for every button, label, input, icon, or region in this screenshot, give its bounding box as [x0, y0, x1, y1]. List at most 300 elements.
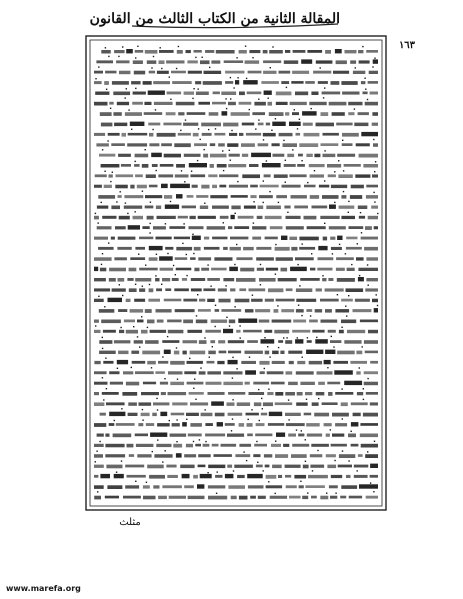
ink-word [184, 154, 201, 157]
ink-word [304, 133, 320, 137]
ink-word [182, 278, 187, 281]
ink-word [353, 413, 361, 417]
ink-word [293, 320, 306, 323]
ink-dot [263, 180, 264, 181]
ink-word [307, 226, 326, 229]
ink-word [253, 382, 269, 385]
ink-dot [121, 408, 122, 409]
ink-word [111, 143, 125, 146]
ink-word [237, 402, 250, 406]
ink-dot [176, 441, 177, 442]
ink-word [358, 206, 368, 210]
ink-word [94, 299, 104, 302]
ink-word [157, 320, 164, 323]
ink-word [190, 351, 206, 355]
ink-word [311, 444, 329, 447]
ink-word [358, 268, 378, 271]
ink-dot [269, 356, 270, 357]
ink-word [311, 92, 318, 96]
ink-dot [312, 470, 313, 471]
ink-dot [323, 97, 324, 98]
ink-dot [370, 482, 371, 483]
ink-dot [125, 97, 126, 98]
ink-word [366, 496, 378, 499]
ink-word [228, 102, 236, 105]
ink-word [114, 257, 127, 260]
ink-word [246, 133, 261, 136]
ink-word [250, 496, 256, 499]
manuscript-line [94, 470, 378, 478]
ink-word [231, 195, 248, 198]
ink-word [164, 350, 171, 354]
ink-word [267, 371, 284, 374]
ink-word [223, 382, 242, 385]
ink-dot [338, 160, 339, 161]
ink-word [104, 185, 112, 188]
ink-word [130, 185, 134, 189]
ink-dot [142, 286, 143, 287]
ink-dot [135, 161, 136, 162]
ink-dot [139, 346, 140, 347]
ink-dot [360, 212, 361, 213]
ink-word [150, 330, 167, 333]
ink-word [299, 237, 318, 241]
ink-word [122, 133, 127, 137]
ink-word [289, 122, 301, 126]
ink-word [217, 422, 223, 426]
ink-word [361, 132, 378, 136]
ink-dot [169, 420, 170, 421]
ink-dot [374, 58, 375, 59]
ink-word [331, 185, 347, 188]
ink-word [156, 444, 171, 447]
ink-word [188, 496, 205, 499]
ink-word [183, 351, 187, 355]
ink-dot [283, 140, 284, 141]
ink-word [187, 361, 203, 364]
ink-word [126, 299, 131, 302]
ink-word [296, 309, 304, 312]
ink-word [145, 340, 159, 344]
manuscript-line [99, 305, 378, 313]
ink-word [365, 226, 372, 230]
ink-word [194, 268, 199, 272]
ink-word [211, 401, 224, 405]
ink-word [355, 299, 370, 302]
ink-word [94, 185, 102, 188]
ink-word [217, 164, 227, 168]
ink-word [161, 184, 168, 188]
ink-dot [208, 129, 209, 130]
ink-word [353, 71, 365, 74]
ink-word [281, 309, 294, 312]
ink-dot [266, 160, 267, 161]
ink-word [94, 392, 99, 395]
ink-dot [334, 171, 335, 172]
ink-word [142, 226, 149, 229]
ink-word [225, 71, 244, 74]
ink-word [144, 102, 151, 105]
ink-word [364, 382, 378, 386]
ink-word [109, 371, 119, 374]
ink-word [342, 143, 353, 146]
ink-word [368, 216, 378, 220]
ink-word [333, 361, 348, 364]
ink-word [116, 60, 129, 63]
ink-dot [180, 130, 181, 131]
ink-word [98, 195, 115, 199]
ink-word [350, 195, 362, 199]
ink-word [329, 102, 347, 106]
ink-word [154, 102, 173, 105]
ink-dot [104, 171, 105, 172]
ink-dot [229, 150, 230, 151]
ink-word [285, 413, 301, 416]
ink-word [134, 71, 145, 75]
ink-word [280, 351, 284, 354]
ink-word [211, 320, 227, 323]
ink-word [100, 112, 112, 116]
ink-word [127, 444, 134, 448]
ink-dot [260, 264, 261, 265]
ink-word [341, 216, 355, 219]
ink-word [322, 195, 339, 199]
ink-dot [334, 460, 335, 461]
ink-word [366, 50, 378, 53]
ink-word [274, 309, 279, 313]
ink-word [374, 226, 378, 229]
ink-word [275, 392, 283, 396]
ink-word [360, 434, 378, 438]
ink-word [242, 123, 254, 126]
ink-word [324, 423, 332, 426]
ink-word [263, 133, 276, 137]
ink-word [272, 320, 292, 323]
ink-word [328, 174, 336, 177]
ink-word [94, 81, 102, 84]
ink-word [348, 112, 354, 115]
ink-word [256, 423, 265, 426]
manuscript-line [94, 388, 378, 396]
ink-dot [165, 450, 166, 451]
ink-dot [205, 441, 206, 442]
ink-dot [365, 89, 366, 90]
ink-word [299, 247, 315, 250]
ink-dot [357, 243, 358, 244]
ink-word [118, 154, 131, 157]
ink-word [160, 268, 174, 271]
ink-word [269, 50, 283, 54]
ink-word [130, 309, 144, 313]
ink-word [204, 71, 222, 74]
manuscript-line [94, 398, 378, 406]
ink-word [366, 392, 378, 395]
ink-dot [239, 325, 240, 326]
ink-word [190, 402, 208, 405]
ink-word [265, 299, 274, 302]
ink-dot [165, 223, 166, 224]
ink-word [145, 309, 152, 313]
ink-dot [108, 242, 109, 243]
ink-word [373, 59, 378, 63]
ink-word [114, 474, 124, 478]
ink-word [322, 278, 326, 281]
ink-dot [156, 398, 157, 399]
ink-dot [112, 172, 113, 173]
ink-dot [173, 265, 174, 266]
ink-word [315, 309, 322, 312]
ink-word [133, 60, 143, 64]
ink-word [236, 257, 252, 260]
ink-dot [102, 253, 103, 254]
ink-word [133, 92, 146, 95]
ink-word [364, 371, 378, 374]
ink-dot [186, 275, 187, 276]
ink-word [180, 465, 194, 469]
ink-word [201, 185, 209, 189]
ink-dot [286, 337, 287, 338]
ink-word [285, 465, 301, 468]
manuscript-line [99, 336, 378, 344]
ink-dot [181, 170, 182, 171]
ink-word [160, 382, 168, 385]
ink-dot [307, 182, 308, 183]
ink-word [208, 496, 227, 500]
ink-word [94, 465, 104, 468]
ink-word [338, 174, 352, 178]
ink-dot [351, 431, 352, 432]
ink-dot [245, 46, 246, 47]
ink-word [229, 320, 235, 324]
ink-word [304, 413, 312, 416]
ink-word [218, 288, 227, 291]
ink-word [247, 340, 258, 343]
ink-dot [372, 66, 373, 67]
ink-word [331, 475, 342, 478]
ink-word [366, 278, 378, 281]
ink-word [223, 371, 242, 374]
ink-word [347, 268, 355, 271]
ink-dot [362, 46, 363, 47]
ink-dot [119, 284, 120, 285]
ink-word [117, 360, 128, 364]
ink-word [289, 496, 301, 499]
ink-word [327, 382, 340, 385]
ink-word [200, 60, 210, 64]
ink-word [206, 382, 222, 385]
ink-word [94, 288, 110, 291]
ink-word [94, 382, 108, 385]
ink-word [142, 164, 149, 168]
ink-dot [95, 213, 96, 214]
ink-word [168, 392, 187, 395]
ink-word [127, 143, 147, 146]
ink-word [94, 71, 103, 74]
ink-word [344, 164, 361, 167]
ink-word [153, 485, 159, 488]
ink-word [149, 288, 154, 292]
ink-word [259, 361, 269, 365]
ink-dot [175, 274, 176, 275]
manuscript-line [94, 418, 378, 427]
ink-word [147, 465, 164, 469]
ink-word [341, 195, 346, 199]
catchword: مثلث [119, 517, 141, 528]
ink-word [254, 102, 266, 106]
ink-dot [194, 379, 195, 380]
ink-dot [155, 109, 156, 110]
ink-dot [246, 460, 247, 461]
ink-word [160, 164, 174, 167]
ink-word [143, 382, 156, 385]
ink-dot [337, 294, 338, 295]
ink-word [368, 81, 378, 84]
ink-word [102, 392, 119, 395]
ink-dot [120, 191, 121, 192]
ink-dot [299, 119, 300, 120]
ink-dot [367, 99, 368, 100]
ink-word [171, 413, 185, 416]
ink-word [157, 423, 170, 426]
ink-word [228, 340, 244, 343]
ink-word [128, 413, 138, 416]
ink-word [322, 402, 338, 405]
ink-dot [110, 181, 111, 182]
ink-word [368, 330, 378, 334]
ink-word [221, 444, 237, 447]
ink-dot [256, 441, 257, 442]
ink-word [198, 257, 211, 260]
ink-dot [204, 203, 205, 204]
ink-word [144, 112, 163, 115]
ink-word [266, 268, 278, 271]
ink-word [137, 454, 151, 457]
ink-word [284, 164, 296, 167]
ink-word [264, 330, 272, 333]
ink-word [295, 257, 314, 260]
ink-dot [343, 170, 344, 171]
manuscript-line [94, 356, 378, 364]
ink-dot [225, 285, 226, 286]
ink-word [203, 444, 210, 447]
ink-word [346, 475, 351, 478]
ink-word [344, 340, 361, 344]
ink-word [239, 133, 243, 136]
ink-word [252, 226, 266, 229]
ink-word [194, 247, 201, 251]
ink-word [329, 485, 338, 488]
ink-word [147, 216, 154, 220]
ink-word [195, 444, 201, 447]
ink-word [336, 123, 352, 126]
ink-word [158, 361, 168, 364]
ink-word [97, 206, 108, 209]
ink-word [296, 402, 308, 405]
ink-word [187, 112, 206, 115]
ink-dot [268, 389, 269, 390]
ink-word [370, 464, 378, 468]
ink-word [371, 206, 378, 209]
ink-word [112, 81, 129, 85]
ink-dot [200, 367, 201, 368]
ink-word [94, 267, 98, 271]
ink-dot [138, 254, 139, 255]
ink-word [190, 174, 205, 177]
ink-word [337, 236, 342, 240]
manuscript-line [94, 377, 378, 385]
ink-word [257, 216, 263, 219]
ink-dot [162, 461, 163, 462]
ink-word [149, 475, 165, 479]
manuscript-line [101, 160, 378, 168]
ink-dot [192, 234, 193, 235]
ink-dot [234, 264, 235, 265]
ink-word [238, 319, 257, 323]
ink-word [370, 475, 378, 478]
ink-word [323, 133, 339, 136]
ink-word [172, 278, 179, 281]
ink-word [249, 392, 265, 395]
ink-dot [117, 368, 118, 369]
manuscript-line [94, 211, 379, 219]
ink-dot [259, 420, 260, 421]
ink-dot [275, 493, 276, 494]
ink-word [111, 206, 120, 210]
ink-word [145, 206, 154, 209]
ink-word [298, 434, 304, 437]
ink-dot [346, 315, 347, 316]
page-header-title: المقالة الثانية من الكتاب الثالث من القانون [89, 11, 340, 27]
ink-word [139, 288, 145, 292]
ink-word [169, 226, 185, 229]
ink-word [301, 59, 312, 63]
ink-word [297, 392, 303, 396]
ink-dot [324, 180, 325, 181]
ink-word [282, 185, 301, 188]
ink-word [260, 185, 279, 188]
ink-word [243, 330, 262, 333]
manuscript-line [94, 460, 378, 469]
ink-dot [367, 451, 368, 452]
ink-word [293, 50, 306, 53]
ink-word [291, 81, 303, 84]
ink-word [283, 444, 289, 447]
ink-word [370, 92, 378, 95]
ink-word [210, 195, 227, 198]
ink-word [227, 402, 235, 406]
ink-dot [177, 379, 178, 380]
ink-dot [125, 202, 126, 203]
ink-word [142, 351, 160, 355]
ink-dot [184, 181, 185, 182]
ink-word [258, 206, 264, 210]
ink-word [291, 195, 307, 198]
ink-word [317, 268, 332, 271]
ink-word [95, 92, 109, 95]
ink-word [309, 164, 325, 167]
ink-word [256, 257, 274, 260]
ink-dot [236, 368, 237, 369]
ink-word [336, 257, 354, 260]
ink-dot [278, 202, 279, 203]
ink-word [177, 50, 183, 54]
ink-word [318, 382, 325, 385]
ink-word [259, 195, 273, 198]
ink-dot [197, 160, 198, 161]
ink-word [149, 71, 155, 74]
ink-word [309, 102, 326, 105]
ink-word [372, 123, 378, 126]
